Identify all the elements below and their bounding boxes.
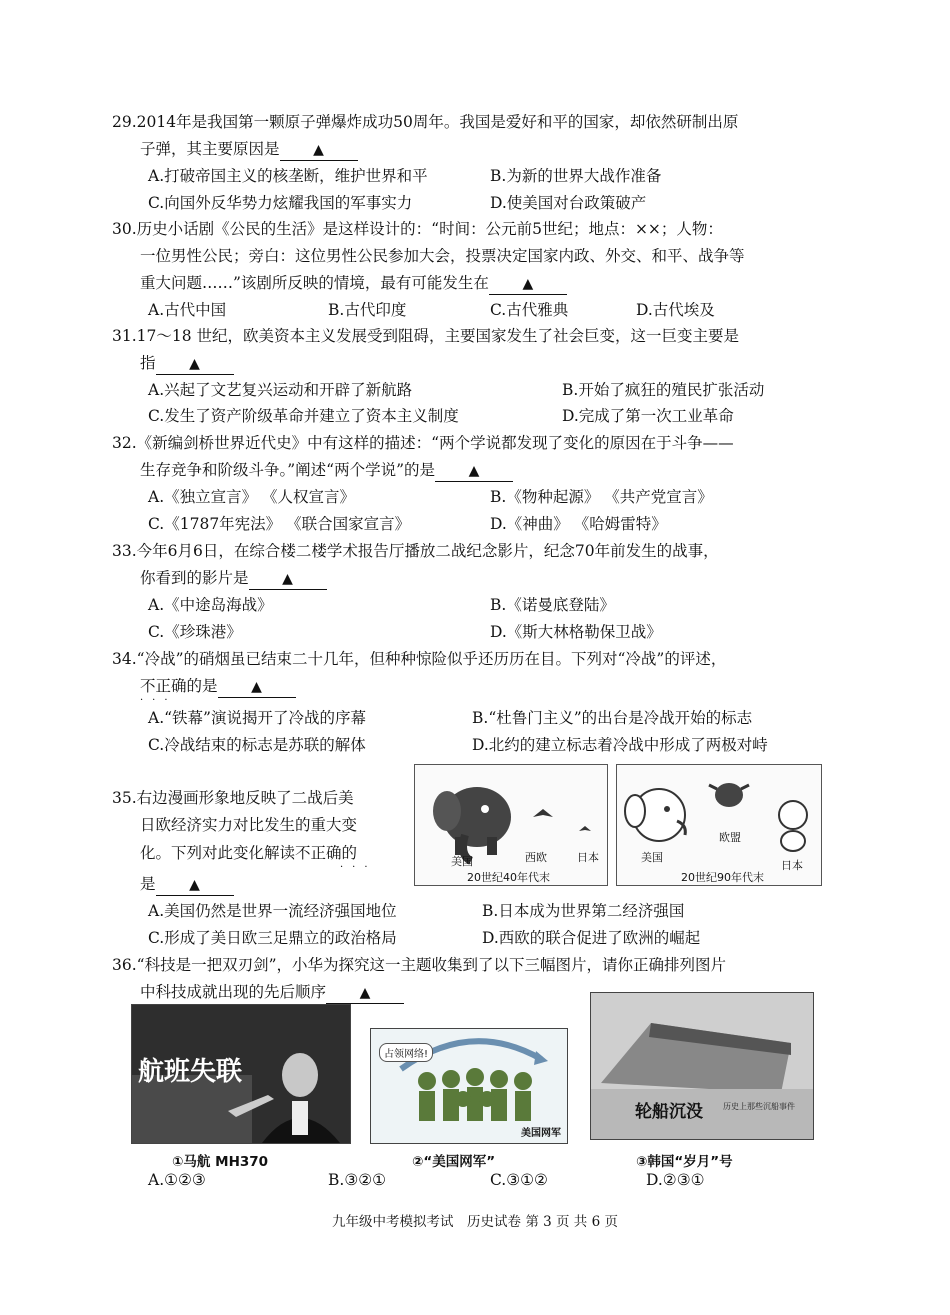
q29-line2 bbox=[140, 139, 358, 161]
q35-option-a: A.美国仍然是世界一流经济强国地位 bbox=[148, 902, 397, 920]
q36-option-b: B.③②① bbox=[328, 1171, 387, 1189]
q36-line1: 36.“科技是一把双刃剑”，小华为探究这一主题收集到了以下三幅图片，请你正确排列图片 bbox=[112, 956, 727, 974]
q31-line2 bbox=[140, 353, 234, 375]
q29-option-d: D.使美国对台政策破产 bbox=[490, 194, 647, 212]
blank-triangle-icon: ▲ bbox=[189, 356, 200, 372]
cartoon-label-jp: 日本 bbox=[781, 859, 803, 872]
photo-sewol-ferry bbox=[590, 992, 814, 1140]
q29-option-c: C.向国外反华势力炫耀我国的军事实力 bbox=[148, 194, 413, 212]
answer-blank bbox=[435, 460, 513, 482]
q36-option-d: D.②③① bbox=[646, 1171, 705, 1189]
answer-blank bbox=[218, 676, 296, 698]
q31-option-d: D.完成了第一次工业革命 bbox=[562, 407, 734, 425]
q35-line4 bbox=[140, 874, 234, 896]
blank-triangle-icon: ▲ bbox=[189, 877, 200, 893]
q34-option-b: B.“杜鲁门主义”的出台是冷战开始的标志 bbox=[472, 709, 753, 727]
blank-triangle-icon: ▲ bbox=[282, 571, 293, 587]
answer-blank bbox=[156, 874, 234, 896]
q31-line1: 31.17～18 世纪，欧美资本主义发展受到阻碍，主要国家发生了社会巨变，这一巨变主要是 bbox=[112, 327, 740, 345]
answer-blank bbox=[326, 982, 404, 1004]
cartoon-era: 20世纪40年代末 bbox=[467, 871, 550, 884]
q30-option-b: B.古代印度 bbox=[328, 301, 407, 319]
q33-option-a: A.《中途岛海战》 bbox=[148, 596, 273, 614]
answer-blank bbox=[249, 568, 327, 590]
q30-line1: 30.历史小话剧《公民的生活》是这样设计的：“时间：公元前5世纪；地点：××；人物： bbox=[112, 220, 723, 238]
photo-mh370-news bbox=[131, 1004, 351, 1144]
q29-stem: 子弹，其主要原因是 bbox=[140, 140, 280, 158]
q32-option-a: A.《独立宣言》 《人权宣言》 bbox=[148, 488, 356, 506]
q33-line2 bbox=[140, 568, 327, 590]
photo3-caption: ③韩国“岁月”号 bbox=[636, 1154, 733, 1170]
q34-option-d: D.北约的建立标志着冷战中形成了两极对峙 bbox=[472, 736, 768, 754]
photo3-subhead: 历史上那些沉船事件 bbox=[723, 1102, 795, 1111]
cartoon-label-eu: 欧盟 bbox=[719, 831, 741, 844]
q31-stem: 指 bbox=[140, 354, 156, 372]
q30-option-a: A.古代中国 bbox=[148, 301, 227, 319]
q34-option-c: C.冷战结束的标志是苏联的解体 bbox=[148, 736, 366, 754]
photo2-caption: ②“美国网军” bbox=[412, 1154, 496, 1170]
elephant-eagle-cartoon-illustration bbox=[415, 765, 607, 885]
page-footer: 九年级中考模拟考试 历史试卷 第 3 页 共 6 页 bbox=[332, 1214, 618, 1230]
cartoon-label-we: 西欧 bbox=[525, 851, 547, 864]
blank-triangle-icon: ▲ bbox=[359, 985, 371, 1001]
emphasis-dots: ··· bbox=[140, 695, 177, 706]
q30-option-c: C.古代雅典 bbox=[490, 301, 569, 319]
q32-option-b: B.《物种起源》 《共产党宣言》 bbox=[490, 488, 713, 506]
answer-blank bbox=[489, 273, 567, 295]
answer-blank bbox=[280, 139, 358, 161]
q29-option-b: B.为新的世界大战作准备 bbox=[490, 167, 662, 185]
blank-triangle-icon: ▲ bbox=[251, 679, 262, 695]
q32-stem: 生存竞争和阶级斗争。”阐述“两个学说”的是 bbox=[140, 461, 436, 479]
q36-stem: 中科技成就出现的先后顺序 bbox=[140, 983, 327, 1001]
q33-line1: 33.今年6月6日，在综合楼二楼学术报告厅播放二战纪念影片，纪念70年前发生的战事， bbox=[112, 542, 719, 560]
q34-stem: 不正确的是 bbox=[140, 677, 218, 695]
blank-triangle-icon: ▲ bbox=[522, 276, 534, 292]
q33-option-c: C.《珍珠港》 bbox=[148, 623, 242, 641]
q36-option-a: A.①②③ bbox=[148, 1171, 206, 1189]
q32-line2 bbox=[140, 460, 513, 482]
q30-stem: 重大问题……”该剧所反映的情境，最有可能发生在 bbox=[140, 274, 489, 292]
q34-line1: 34.“冷战”的硝烟虽已结束二十几年，但种种惊险似乎还历历在目。下列对“冷战”的评述， bbox=[112, 650, 727, 668]
q35-line3: 化。下列对此变化解读不正确的 bbox=[140, 844, 358, 862]
q35-option-b: B.日本成为世界第二经济强国 bbox=[482, 902, 685, 920]
q36-line2 bbox=[140, 982, 404, 1004]
q35-option-d: D.西欧的联合促进了欧洲的崛起 bbox=[482, 929, 701, 947]
q33-option-d: D.《斯大林格勒保卫战》 bbox=[490, 623, 662, 641]
q30-line2: 一位男性公民；旁白：这位男性公民参加大会，投票决定国家内政、外交、和平、战争等 bbox=[140, 247, 745, 265]
q35-line2: 日欧经济实力对比发生的重大变 bbox=[140, 816, 358, 834]
q34-option-a: A.“铁幕”演说揭开了冷战的序幕 bbox=[148, 709, 366, 727]
q31-option-b: B.开始了疯狂的殖民扩张活动 bbox=[562, 381, 765, 399]
emphasis-dots: ··· bbox=[340, 862, 377, 873]
photo1-caption: ①马航 MH370 bbox=[172, 1154, 269, 1170]
q32-line1: 32.《新编剑桥世界近代史》中有这样的描述：“两个学说都发现了变化的原因在于斗争—— bbox=[112, 434, 734, 452]
cartoon-label-us: 美国 bbox=[641, 851, 663, 864]
q35-option-c: C.形成了美日欧三足鼎立的政治格局 bbox=[148, 929, 397, 947]
q33-stem: 你看到的影片是 bbox=[140, 569, 249, 587]
q32-option-c: C.《1787年宪法》 《联合国家宣言》 bbox=[148, 515, 411, 533]
photo3-headline: 轮船沉没 bbox=[635, 1102, 703, 1122]
q31-option-c: C.发生了资产阶级革命并建立了资本主义制度 bbox=[148, 407, 459, 425]
blank-triangle-icon: ▲ bbox=[468, 463, 480, 479]
photo2-bubble: 占领网络! bbox=[379, 1043, 433, 1062]
q29-option-a: A.打破帝国主义的核垄断，维护世界和平 bbox=[148, 167, 428, 185]
q35-stem: 是 bbox=[140, 875, 156, 893]
cartoon-label-us: 美国 bbox=[451, 855, 473, 868]
q30-option-d: D.古代埃及 bbox=[636, 301, 715, 319]
q35-line1: 35.右边漫画形象地反映了二战后美 bbox=[112, 789, 354, 807]
blank-triangle-icon: ▲ bbox=[313, 142, 324, 158]
cartoon-label-jp: 日本 bbox=[577, 851, 599, 864]
q33-option-b: B.《诺曼底登陆》 bbox=[490, 596, 615, 614]
q30-line3 bbox=[140, 273, 567, 295]
q29-line1: 29.2014年是我国第一颗原子弹爆炸成功50周年。我国是爱好和平的国家，却依然研制出原 bbox=[112, 113, 739, 131]
cartoon-era: 20世纪90年代末 bbox=[681, 871, 764, 884]
q32-option-d: D.《神曲》 《哈姆雷特》 bbox=[490, 515, 667, 533]
photo2-tag: 美国网军 bbox=[521, 1128, 561, 1139]
photo-us-cyber-army bbox=[370, 1028, 568, 1144]
answer-blank bbox=[156, 353, 234, 375]
photo1-headline: 航班失联 bbox=[138, 1057, 243, 1087]
q36-option-c: C.③①② bbox=[490, 1171, 548, 1189]
cartoon-1940s bbox=[414, 764, 608, 886]
q31-option-a: A.兴起了文艺复兴运动和开辟了新航路 bbox=[148, 381, 413, 399]
cartoon-1990s bbox=[616, 764, 822, 886]
